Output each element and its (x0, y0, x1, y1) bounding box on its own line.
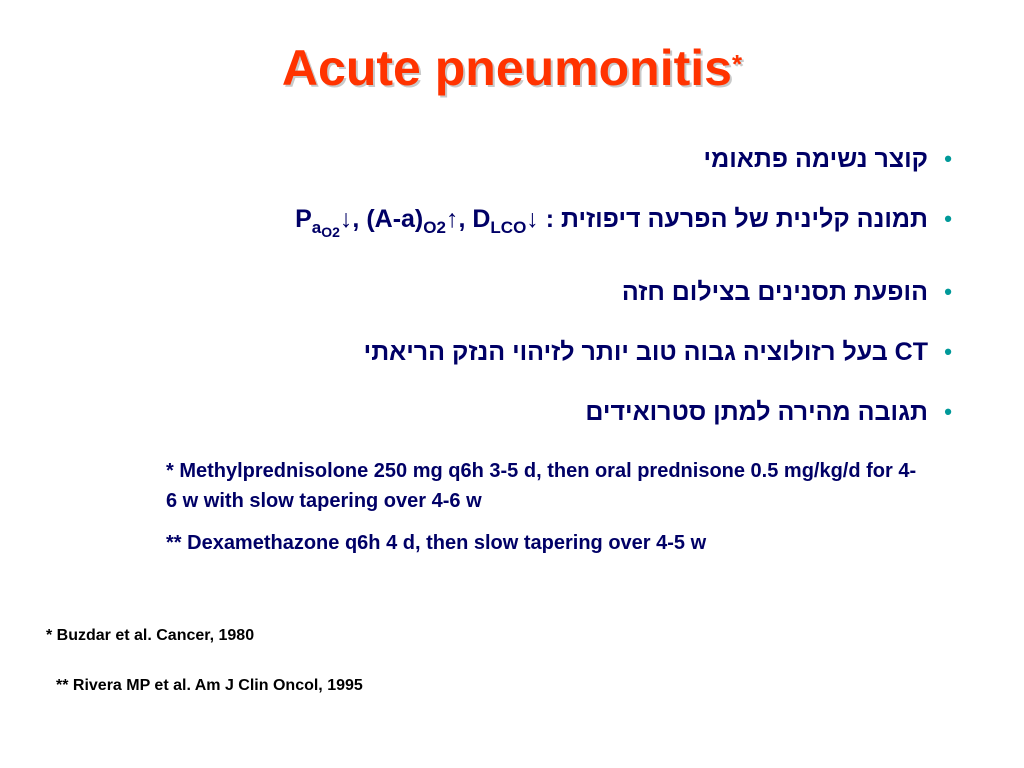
note-methylprednisolone: * Methylprednisolone 250 mg q6h 3-5 d, then oral prednisone 0.5 mg/kg/d for 4-6 w with slow tapering over 4-6 w (166, 460, 917, 512)
note-dexamethazone: ** Dexamethazone q6h 4 d, then slow tapering over 4-5 w (166, 532, 707, 554)
bullet-dot-icon: • (944, 399, 952, 424)
bullet-dot-icon: • (944, 146, 952, 171)
reference-rivera: ** Rivera MP et al. Am J Clin Oncol, 1995 (56, 677, 363, 694)
bullet-item (68, 335, 952, 369)
bullet-text: קוצר נשימה פתאומי (703, 145, 928, 173)
bullet-item (68, 275, 952, 309)
bullet-list (68, 142, 952, 455)
diffusion-formula: $P_{a_{O2}}↓$, $(A-a)_{O2}↑$, $D_{LCO}↓$ (295, 205, 539, 240)
bullet-text: בעל רזולוציה גבוה טוב יותר לזיהוי הנזק הריאתי (363, 338, 888, 366)
bullet-text: תגובה מהירה למתן סטרואידים (585, 398, 928, 426)
bullet-dot-icon: • (944, 206, 952, 231)
bullet-item (68, 202, 952, 249)
ct-label: CT (894, 338, 928, 366)
bullet-item (68, 395, 952, 429)
title-text: Acute pneumonitis (281, 40, 732, 96)
treatment-notes (166, 456, 926, 570)
bullet-dot-icon: • (944, 279, 952, 304)
bullet-text: הופעת תסנינים בצילום חזה (621, 278, 928, 306)
title-footnote-mark: * (731, 49, 743, 79)
bullet-item (68, 142, 952, 176)
bullet-dot-icon: • (944, 339, 952, 364)
slide-title (0, 38, 1024, 98)
reference-buzdar: * Buzdar et al. Cancer, 1980 (46, 627, 255, 644)
bullet-text: תמונה קלינית של הפרעה דיפוזית : (545, 205, 928, 233)
